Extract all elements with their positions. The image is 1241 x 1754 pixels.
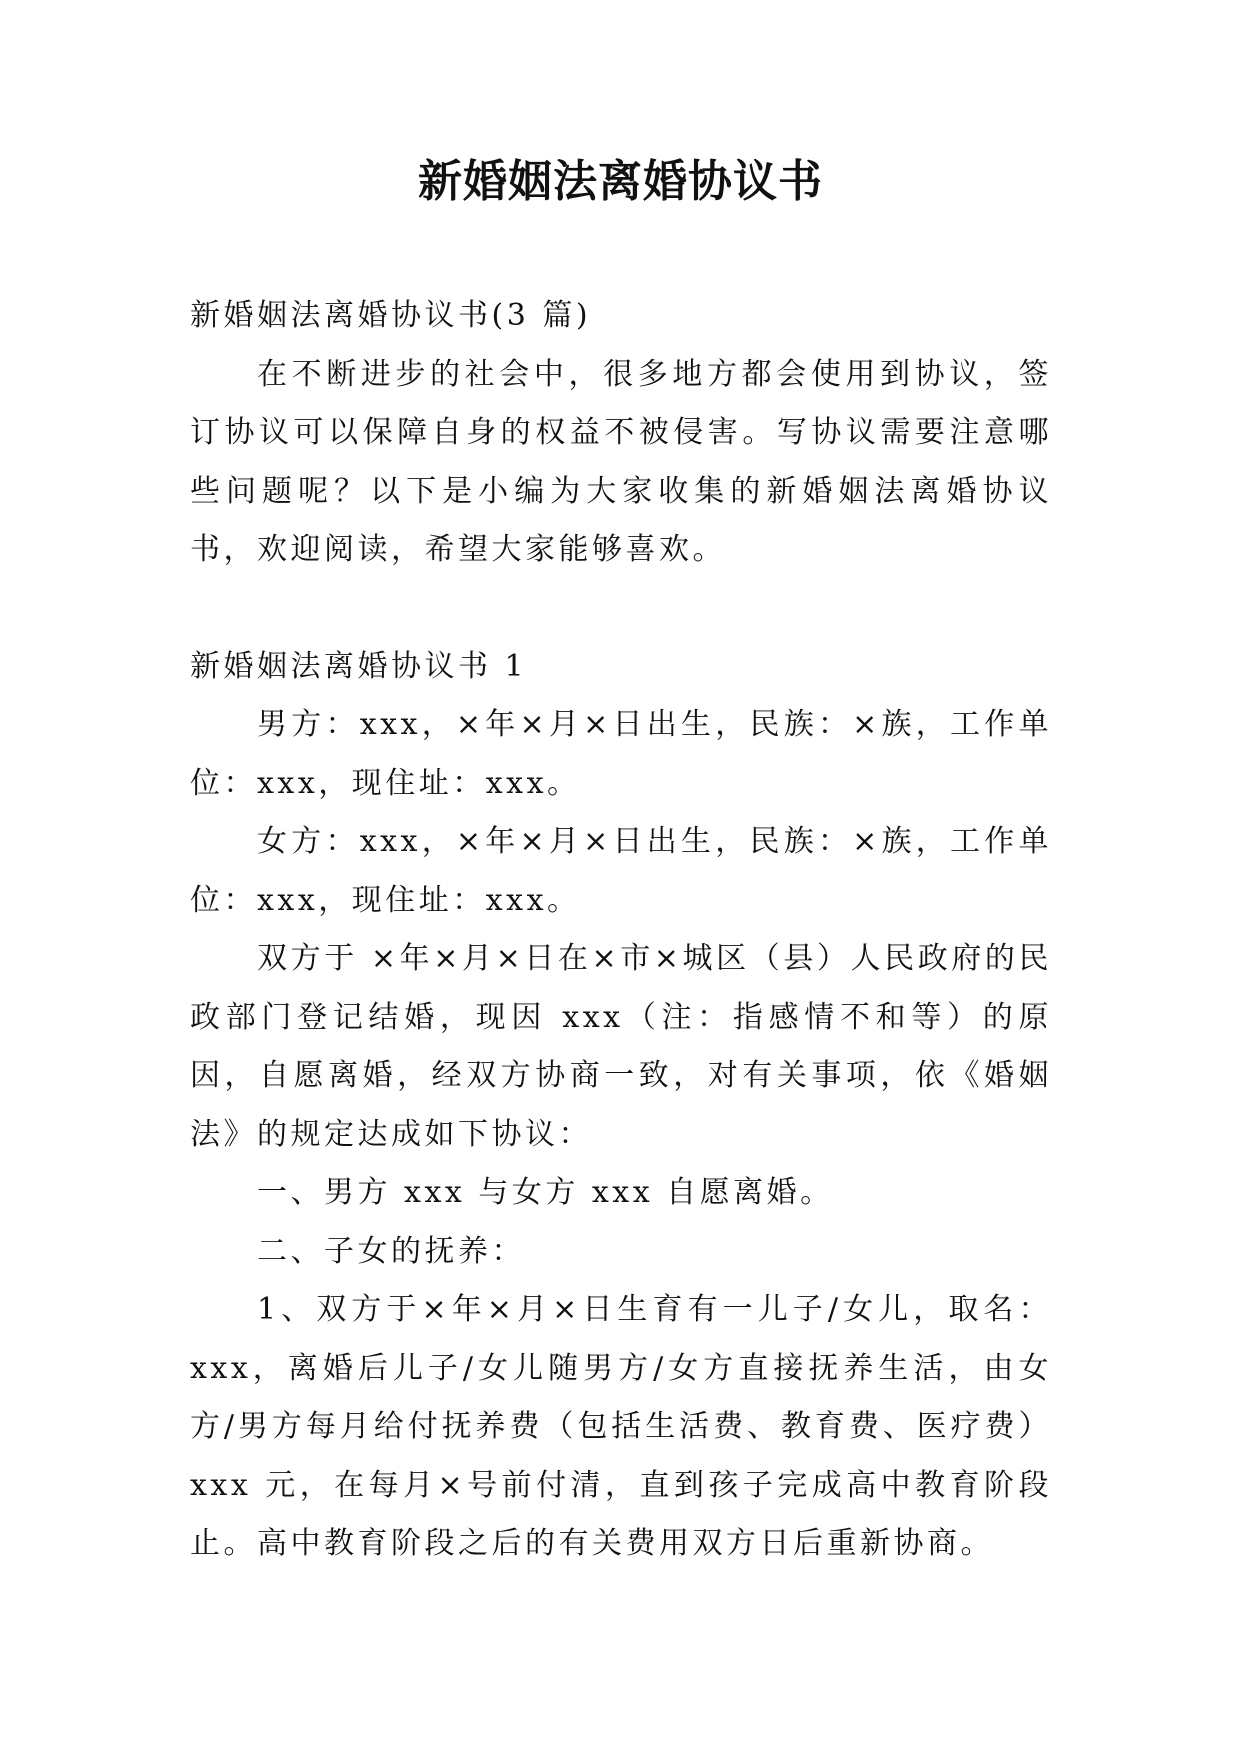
paragraph-male-party: 男方：xxx，×年×月×日出生，民族：×族，工作单位：xxx，现住址：xxx。 <box>190 707 1052 801</box>
document-title: 新婚姻法离婚协议书 <box>418 156 823 207</box>
document-subtitle: 新婚姻法离婚协议书(3 篇) <box>190 298 592 333</box>
document-body <box>190 287 1052 1574</box>
paragraph-marriage-registration: 双方于 ×年×月×日在×市×城区（县）人民政府的民政部门登记结婚，现因 xxx（注：指感情不和等）的原因，自愿离婚，经双方协商一致，对有关事项，依《婚姻法》的规定达成如下协议： <box>190 941 1052 1152</box>
paragraph-female-party: 女方：xxx，×年×月×日出生，民族：×族，工作单位：xxx，现住址：xxx。 <box>190 824 1052 918</box>
clause-2-child-support: 二、子女的抚养： <box>257 1233 525 1269</box>
section-spacer <box>190 580 1052 638</box>
clause-1-divorce: 一、男方 xxx 与女方 xxx 自愿离婚。 <box>257 1175 834 1210</box>
intro-paragraph: 在不断进步的社会中，很多地方都会使用到协议，签订协议可以保障自身的权益不被侵害。写协议需要注意哪些问题呢？以下是小编为大家收集的新婚姻法离婚协议书，欢迎阅读，希望大家能够喜欢。 <box>190 356 1052 567</box>
section-heading: 新婚姻法离婚协议书 1 <box>190 648 528 684</box>
clause-2-item-1: 1、双方于×年×月×日生育有一儿子/女儿，取名：xxx，离婚后儿子/女儿随男方/女方直接抚养生活，由女方/男方每月给付抚养费（包括生活费、教育费、医疗费）xxx 元，在每月×号前付清，直到孩子完成高中教育阶段止。高中教育阶段之后的有关费用双方日后重新协商。 <box>190 1292 1052 1561</box>
